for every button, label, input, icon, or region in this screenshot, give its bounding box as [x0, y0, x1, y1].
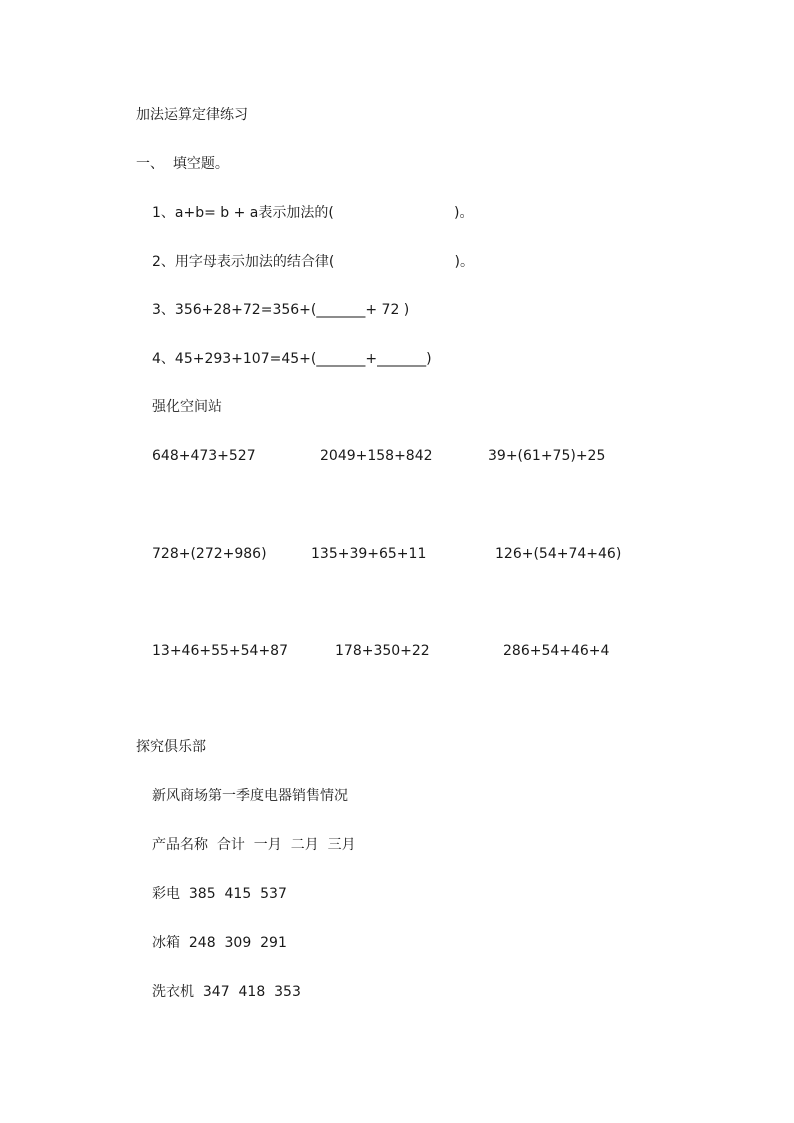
worksheet-title: 加法运算定律练习: [136, 107, 248, 123]
calc-item: 39+(61+75)+25: [488, 448, 606, 464]
table-row: 彩电 385 415 537: [152, 886, 287, 902]
calc-item: 135+39+65+11: [311, 546, 427, 562]
question-2: 2、用字母表示加法的结合律( )。: [152, 254, 474, 270]
question-1: 1、a+b= b + a表示加法的( )。: [152, 205, 474, 221]
table-header: 产品名称 合计 一月 二月 三月: [152, 837, 356, 853]
calc-item: 286+54+46+4: [503, 643, 610, 659]
question-4: 4、45+293+107=45+(_______+_______): [152, 351, 432, 367]
calc-item: 126+(54+74+46): [495, 546, 622, 562]
section-heading-explore: 探究俱乐部: [136, 739, 206, 755]
calc-item: 2049+158+842: [320, 448, 433, 464]
calc-item: 728+(272+986): [152, 546, 267, 562]
table-row: 冰箱 248 309 291: [152, 935, 287, 951]
table-row: 洗衣机 347 418 353: [152, 984, 301, 1000]
calc-item: 648+473+527: [152, 448, 256, 464]
table-title: 新风商场第一季度电器销售情况: [152, 788, 348, 804]
calc-item: 13+46+55+54+87: [152, 643, 288, 659]
section-heading-fill-in: 一、 填空题。: [136, 156, 229, 172]
question-3: 3、356+28+72=356+(_______+ 72 ): [152, 302, 410, 318]
subsection-heading: 强化空间站: [152, 399, 222, 415]
calc-item: 178+350+22: [335, 643, 430, 659]
